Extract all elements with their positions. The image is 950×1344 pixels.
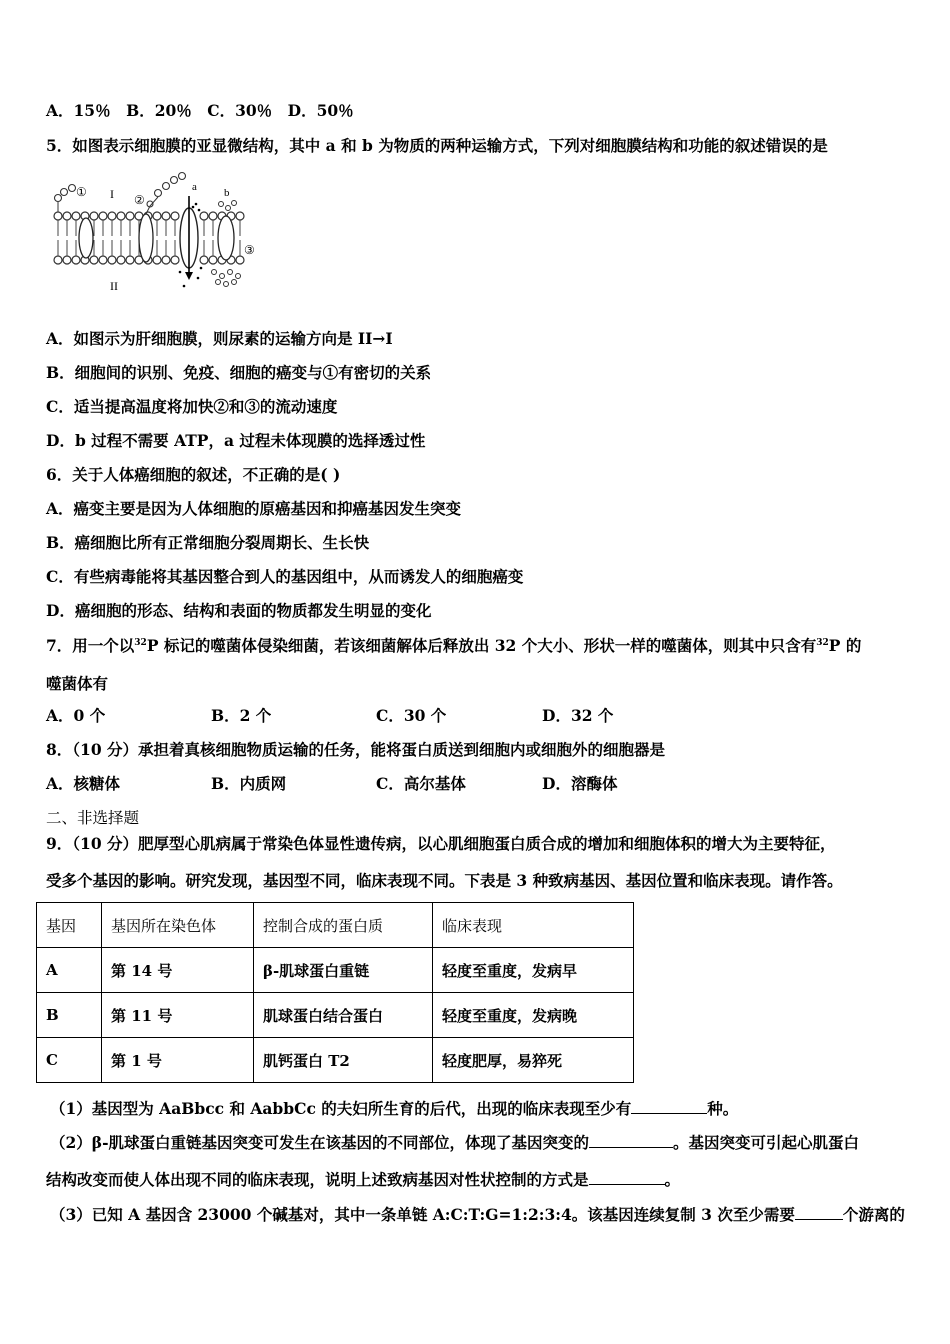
label-one: ① (76, 185, 87, 199)
q7-sup-2: 32 (816, 637, 829, 648)
q5-stem: 5．如图表示细胞膜的亚显微结构，其中 a 和 b 为物质的两种运输方式，下列对细胞膜结构和功能的叙述错误的是 (46, 136, 828, 155)
table-cell: 第 11 号 (102, 993, 254, 1038)
q6-option-c: C．有些病毒能将其基因整合到人的基因组中，从而诱发人的细胞癌变 (46, 567, 524, 586)
q4-options: A．15％ B．20％ C．30％ D．50％ (46, 101, 354, 120)
q5-option-b: B．细胞间的识别、免疫、细胞的癌变与①有密切的关系 (46, 363, 432, 382)
q9-sub2-cont: 。基因突变可引起心肌蛋白 (673, 1133, 860, 1152)
q7-stem-b: P 标记的噬菌体侵染细菌，若该细菌解体后释放出 32 个大小、形状一样的噬菌体，则其中只含有 (146, 636, 817, 655)
q8-option-a: A．核糖体 (46, 774, 121, 793)
table-cell: A (37, 948, 102, 993)
q9-sub3-text: （3）已知 A 基因含 23000 个碱基对，其中一条单链 A:C:T:G=1:2:3:4。该基因连续复制 3 次至少需要 (50, 1205, 795, 1224)
answer-blank-3[interactable] (589, 1168, 665, 1185)
q7-stem-line2: 噬菌体有 (46, 674, 109, 693)
q7-option-b: B．2 个 (211, 706, 272, 725)
answer-blank-4[interactable] (795, 1203, 843, 1220)
q7-stem (46, 636, 861, 656)
q7-stem-c: P 的 (828, 636, 862, 655)
answer-blank-2[interactable] (589, 1131, 673, 1148)
q7-option-a: A．0 个 (46, 706, 106, 725)
table-cell: 轻度至重度，发病晚 (433, 993, 634, 1038)
label-three: ③ (244, 243, 255, 257)
table-cell: β-肌球蛋白重链 (254, 948, 433, 993)
q9-sub3-end: 个游离的 (842, 1205, 905, 1224)
q9-sub2 (50, 1131, 859, 1153)
table-cell: 轻度至重度，发病早 (433, 948, 634, 993)
q5-option-d: D．b 过程不需要 ATP，a 过程未体现膜的选择透过性 (46, 431, 426, 450)
table-cell: B (37, 993, 102, 1038)
q9-sub3 (50, 1203, 905, 1225)
section-title: 二、非选择题 (46, 809, 140, 827)
table-header: 基因所在染色体 (102, 903, 254, 948)
table-header-row (37, 903, 634, 948)
cell-membrane-figure (46, 168, 266, 298)
table-cell: 肌球蛋白结合蛋白 (254, 993, 433, 1038)
table-row (37, 1038, 634, 1083)
q9-sub1-end: 种。 (707, 1099, 739, 1118)
q5-option-c: C．适当提高温度将加快②和③的流动速度 (46, 397, 338, 416)
label-two: ② (134, 193, 145, 207)
answer-blank-1[interactable] (631, 1097, 707, 1114)
label-a: a (192, 181, 197, 193)
q8-option-b: B．内质网 (211, 774, 287, 793)
q9-stem-line2: 受多个基因的影响。研究发现，基因型不同，临床表现不同。下表是 3 种致病基因、基因位置和临床表现。请作答。 (46, 871, 843, 890)
table-cell: C (37, 1038, 102, 1083)
table-row (37, 993, 634, 1038)
q9-stem-line1: 9．（10 分）肥厚型心肌病属于常染色体显性遗传病，以心肌细胞蛋白质合成的增加和细胞体积的增大为主要特征， (46, 834, 836, 853)
q5-option-a: A．如图示为肝细胞膜，则尿素的运输方向是 II→I (46, 329, 393, 348)
q8-option-c: C．高尔基体 (376, 774, 466, 793)
q8-stem: 8．（10 分）承担着真核细胞物质运输的任务，能将蛋白质送到细胞内或细胞外的细胞器是 (46, 740, 666, 759)
q7-option-c: C．30 个 (376, 706, 447, 725)
q7-option-d: D．32 个 (542, 706, 614, 725)
gene-table (36, 902, 634, 1083)
q9-sub1-text: （1）基因型为 AaBbcc 和 AabbCc 的夫妇所生育的后代，出现的临床表现至少有 (50, 1099, 632, 1118)
table-header: 控制合成的蛋白质 (254, 903, 433, 948)
q6-option-b: B．癌细胞比所有正常细胞分裂周期长、生长快 (46, 533, 370, 552)
table-cell: 第 1 号 (102, 1038, 254, 1083)
label-I: I (110, 187, 114, 201)
table-header: 临床表现 (433, 903, 634, 948)
q6-option-d: D．癌细胞的形态、结构和表面的物质都发生明显的变化 (46, 601, 432, 620)
label-b: b (224, 187, 230, 199)
label-II: II (110, 279, 118, 293)
table-cell: 肌钙蛋白 T2 (254, 1038, 433, 1083)
table-cell: 第 14 号 (102, 948, 254, 993)
q7-sup-1: 32 (134, 637, 147, 648)
q9-sub2-end: 。 (664, 1170, 681, 1189)
table-row (37, 948, 634, 993)
table-cell: 轻度肥厚，易猝死 (433, 1038, 634, 1083)
q9-sub2-line2 (46, 1168, 680, 1190)
q9-sub1 (50, 1097, 738, 1119)
q6-option-a: A．癌变主要是因为人体细胞的原癌基因和抑癌基因发生突变 (46, 499, 462, 518)
q9-sub2-text: （2）β-肌球蛋白重链基因突变可发生在该基因的不同部位，体现了基因突变的 (50, 1133, 590, 1152)
q8-option-d: D．溶酶体 (542, 774, 618, 793)
q7-stem-a: 7．用一个以 (46, 636, 135, 655)
table-header: 基因 (37, 903, 102, 948)
q6-stem: 6．关于人体癌细胞的叙述，不正确的是( ) (46, 465, 341, 484)
q9-sub2-text2: 结构改变而使人体出现不同的临床表现，说明上述致病基因对性状控制的方式是 (46, 1170, 589, 1189)
